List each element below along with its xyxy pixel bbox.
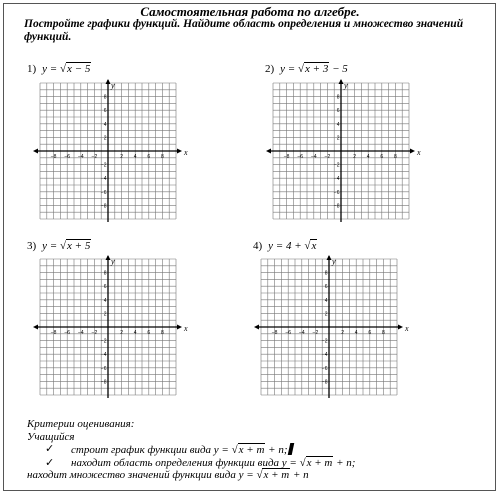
x-tick-label: 4 bbox=[133, 154, 137, 160]
task-number: 2) bbox=[265, 63, 275, 75]
x-tick-label: 4 bbox=[354, 330, 358, 336]
x-axis-arrow-icon bbox=[177, 325, 182, 330]
x-tick-label: −6 bbox=[64, 154, 71, 160]
y-tick-label: 8 bbox=[324, 270, 328, 277]
y-tick-label: 6 bbox=[103, 284, 107, 291]
check-icon: ✓ bbox=[45, 443, 55, 455]
x-tick-label: −6 bbox=[285, 330, 292, 336]
x-axis-arrow-left-icon bbox=[254, 325, 259, 330]
y-tick-label: −2 bbox=[321, 338, 328, 345]
y-tick-label: −6 bbox=[333, 189, 340, 196]
x-tick-label: 8 bbox=[161, 154, 164, 160]
y-tick-label: −8 bbox=[321, 379, 328, 386]
x-axis-label: x bbox=[417, 148, 421, 157]
formula-prefix: y = bbox=[42, 63, 60, 75]
y-tick-label: −4 bbox=[100, 352, 107, 359]
y-tick-label: 8 bbox=[336, 94, 340, 101]
x-axis-arrow-icon bbox=[398, 325, 403, 330]
y-axis-arrow-icon bbox=[106, 79, 111, 84]
y-axis-arrow-icon bbox=[327, 255, 332, 260]
criteria-subject: Учащийся bbox=[27, 430, 75, 443]
formula-suffix: − 5 bbox=[329, 63, 348, 75]
criteria-item-text: находит множество значений функции вида y = bbox=[27, 469, 257, 481]
radicand: x + m bbox=[238, 444, 265, 456]
y-axis-arrow-icon bbox=[339, 79, 344, 84]
criteria-item-suffix: + n; bbox=[333, 456, 356, 469]
coordinate-grid-3[interactable] bbox=[32, 255, 187, 409]
x-tick-label: 6 bbox=[147, 154, 151, 160]
x-tick-label: 2 bbox=[120, 154, 123, 160]
page-title: Самостоятельная работа по алгебре. bbox=[140, 4, 360, 19]
y-tick-label: −2 bbox=[100, 162, 107, 169]
coordinate-grid-4[interactable] bbox=[253, 255, 408, 409]
x-tick-label: −8 bbox=[50, 154, 57, 160]
y-tick-label: −4 bbox=[100, 176, 107, 183]
x-tick-label: −6 bbox=[297, 154, 304, 160]
y-tick-label: 8 bbox=[103, 94, 107, 101]
y-tick-label: −2 bbox=[100, 338, 107, 345]
task-number: 3) bbox=[27, 240, 37, 252]
x-tick-label: −2 bbox=[312, 330, 319, 336]
x-tick-label: −4 bbox=[77, 154, 84, 160]
y-tick-label: 2 bbox=[336, 135, 340, 142]
x-tick-label: −6 bbox=[64, 330, 71, 336]
x-axis-label: x bbox=[405, 324, 409, 333]
x-tick-label: −2 bbox=[91, 330, 98, 336]
y-tick-label: 2 bbox=[103, 135, 107, 142]
x-tick-label: 2 bbox=[120, 330, 123, 336]
radicand: x − 5 bbox=[67, 63, 91, 75]
y-axis-arrow-icon bbox=[106, 255, 111, 260]
criteria-heading: Критерии оценивания: bbox=[27, 418, 135, 430]
instruction: Постройте графики функций. Найдите область определения и множество значений функций. bbox=[24, 18, 464, 43]
x-tick-label: −4 bbox=[77, 330, 84, 336]
y-tick-label: −8 bbox=[333, 203, 340, 210]
x-axis-arrow-left-icon bbox=[33, 149, 38, 154]
x-tick-label: 2 bbox=[353, 154, 356, 160]
formula-prefix: y = bbox=[42, 240, 60, 252]
criteria-block bbox=[27, 418, 487, 482]
task-1-label: 1) y = √x − 5 bbox=[27, 63, 91, 75]
task-number: 1) bbox=[27, 63, 37, 75]
x-tick-label: −8 bbox=[50, 330, 57, 336]
y-tick-label: −2 bbox=[333, 162, 340, 169]
task-4-label: 4) y = 4 + √x bbox=[253, 240, 317, 252]
y-tick-label: −6 bbox=[100, 365, 107, 372]
y-tick-label: −4 bbox=[321, 352, 328, 359]
x-tick-label: 6 bbox=[147, 330, 151, 336]
x-tick-label: 8 bbox=[382, 330, 385, 336]
y-tick-label: 2 bbox=[324, 311, 328, 318]
x-tick-label: 6 bbox=[368, 330, 372, 336]
x-tick-label: −2 bbox=[91, 154, 98, 160]
y-tick-label: 6 bbox=[324, 284, 328, 291]
x-tick-label: −2 bbox=[324, 154, 331, 160]
x-axis-label: x bbox=[184, 324, 188, 333]
criteria-item-suffix: + n; bbox=[265, 444, 288, 456]
formula-prefix: y = bbox=[280, 63, 298, 75]
x-tick-label: 4 bbox=[366, 154, 370, 160]
criteria-item-text: строит график функции вида y = bbox=[71, 444, 232, 456]
task-2-label: 2) y = √x + 3 − 5 bbox=[265, 63, 348, 75]
x-axis-arrow-icon bbox=[177, 149, 182, 154]
y-tick-label: 2 bbox=[103, 311, 107, 318]
check-icon: ✓ bbox=[45, 456, 55, 469]
y-tick-label: 4 bbox=[103, 121, 107, 128]
x-tick-label: 4 bbox=[133, 330, 137, 336]
y-tick-label: 4 bbox=[336, 121, 340, 128]
y-tick-label: 6 bbox=[336, 108, 340, 115]
x-tick-label: 2 bbox=[341, 330, 344, 336]
x-tick-label: −4 bbox=[310, 154, 317, 160]
x-axis-arrow-left-icon bbox=[266, 149, 271, 154]
task-3-label: 3) y = √x + 5 bbox=[27, 240, 91, 252]
y-tick-label: −4 bbox=[333, 176, 340, 183]
criteria-item-2: ✓ находит область определения функции вида y = √x + m + n; bbox=[45, 456, 356, 469]
x-tick-label: −8 bbox=[283, 154, 290, 160]
x-tick-label: 8 bbox=[161, 330, 164, 336]
criteria-item-3: находит множество значений функции вида y = √x + m + n bbox=[27, 469, 309, 481]
coordinate-grid-2[interactable] bbox=[265, 79, 420, 233]
formula-prefix: y = 4 + bbox=[268, 240, 305, 252]
x-tick-label: 8 bbox=[394, 154, 397, 160]
radicand: x bbox=[311, 240, 317, 252]
coordinate-grid-1[interactable] bbox=[32, 79, 187, 233]
y-axis-label: y bbox=[111, 81, 115, 90]
y-axis-label: y bbox=[111, 257, 115, 266]
y-axis-label: y bbox=[344, 81, 348, 90]
x-axis-arrow-left-icon bbox=[33, 325, 38, 330]
y-tick-label: −8 bbox=[100, 379, 107, 386]
radicand: x + m bbox=[263, 469, 290, 481]
y-tick-label: −6 bbox=[100, 189, 107, 196]
x-tick-label: −8 bbox=[271, 330, 278, 336]
x-axis-label: x bbox=[184, 148, 188, 157]
criteria-item-1: ✓ строит график функции вида y = √x + m + n; bbox=[27, 443, 487, 457]
radicand: x + 5 bbox=[67, 240, 91, 252]
radicand: x + 3 bbox=[305, 63, 329, 75]
task-number: 4) bbox=[253, 240, 263, 252]
criteria-item-text: находит область определения функции вида y = bbox=[71, 456, 300, 469]
x-tick-label: −4 bbox=[298, 330, 305, 336]
y-tick-label: 4 bbox=[324, 297, 328, 304]
pen-mark bbox=[288, 443, 295, 455]
y-tick-label: −6 bbox=[321, 365, 328, 372]
radicand: x + m bbox=[306, 456, 333, 469]
y-tick-label: 8 bbox=[103, 270, 107, 277]
criteria-item-suffix: + n bbox=[290, 469, 309, 481]
x-axis-arrow-icon bbox=[410, 149, 415, 154]
y-axis-label: y bbox=[332, 257, 336, 266]
y-tick-label: 6 bbox=[103, 108, 107, 115]
y-tick-label: −8 bbox=[100, 203, 107, 210]
x-tick-label: 6 bbox=[380, 154, 384, 160]
y-tick-label: 4 bbox=[103, 297, 107, 304]
